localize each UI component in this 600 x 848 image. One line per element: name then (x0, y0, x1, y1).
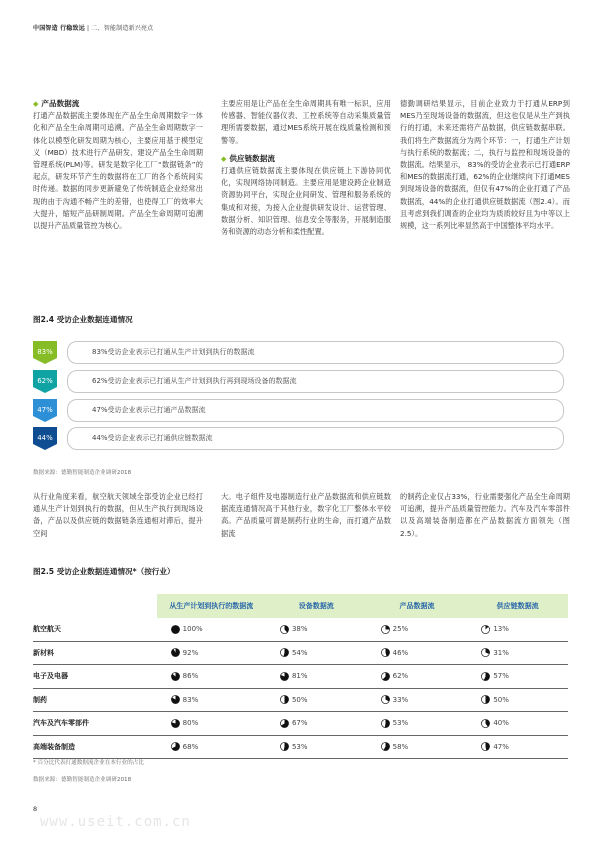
column-1 (33, 98, 203, 232)
table-cell (367, 712, 468, 736)
cell-value: 46% (392, 648, 409, 657)
paragraph: 打通产品数据流主要体现在产品全生命周期数字一体化和产品全生命周期可追溯。产品全生命周期数字一体化以模型化研发周期为核心，主要应用基于模型定义（MBD）技术进行产品研发、建设产品全生命周期管理系统(PLM)等。研发是数字化工厂“数据链条”的起点，研发环节产生的数据将在工厂的各个系统间实时传递。数据的同步更新避免了传统制造企业经常出现的由于沟通不畅产生的差错，也使得工厂的效率大大提升，缩短产品研制周期。产品全生命周期可追溯以提升产品质量管控为核心。 (33, 111, 203, 231)
cell-value: 67% (291, 719, 308, 728)
cell-value: 53% (291, 742, 308, 751)
table-row (33, 735, 568, 759)
bar-label-box (67, 370, 564, 393)
table-row (33, 618, 568, 641)
pie-icon (171, 648, 180, 657)
table-cell (266, 618, 367, 641)
bar-row (33, 427, 533, 450)
table-cell (266, 688, 367, 712)
table-cell (367, 735, 468, 759)
pie-icon (381, 672, 390, 681)
table-cell (367, 618, 468, 641)
watermark: www.useit.com.cn (40, 814, 191, 830)
bar-value-label: 62% (37, 377, 53, 385)
cell-value: 38% (291, 625, 308, 634)
bar-row (33, 370, 533, 393)
bar-label-box (67, 399, 564, 422)
column-header: 供应链数据流 (467, 594, 568, 618)
cell-value: 33% (392, 695, 409, 704)
paragraph: 大。电子组件及电器制造行业产品数据流和供应链数据流连通情况高于其他行业，数字化工厂整体水平较高。产品质量可谓是制药行业的生命，而打通产品数据流 (221, 492, 391, 538)
table-cell (266, 665, 367, 689)
table-header-row (33, 594, 568, 618)
section-heading: ◆ 产品数据流 (33, 99, 80, 108)
pie-icon (171, 719, 180, 728)
pie-icon (280, 695, 289, 704)
pie-icon (381, 742, 390, 751)
paragraph: 打通供应链数据流主要体现在供应链上下游协同优化，实现网络协同制造。主要应用是建设跨企业制造资源协同平台，实现企业间研发、管理和服务系统的集成和对接，为接入企业提供研发设计、运营管理、数据分析、知识管理、信息安全等服务，开展制造服务和资源的动态分析和柔性配置。 (221, 166, 391, 237)
bar-label-box (67, 341, 564, 364)
row-label: 航空航天 (33, 618, 157, 641)
table-cell (467, 618, 568, 641)
table-cell (367, 641, 468, 665)
bullet-icon: ◆ (221, 154, 227, 163)
column-2 (221, 98, 391, 238)
figure-2-4-title: 图2.4 受访企业数据连通情况 (33, 315, 133, 324)
table-cell (467, 688, 568, 712)
bullet-icon: ◆ (33, 100, 39, 108)
cell-value: 58% (392, 742, 409, 751)
pie-icon (280, 625, 289, 634)
table-cell (157, 665, 266, 689)
cell-value: 47% (493, 742, 509, 751)
header-brand: 中国智造 行稳致远 (33, 25, 85, 32)
paragraph: 的制药企业仅占33%，行业需要强化产品全生命周期可追溯，提升产品质量管控能力。汽车及汽车零部件以及高端装备制造都在产品数据流方面领先（图2.5）。 (400, 492, 570, 538)
bar-row (33, 341, 533, 364)
cell-value: 50% (291, 695, 308, 704)
row-label: 制药 (33, 688, 157, 712)
mid-column-2 (221, 491, 391, 540)
mid-column-3 (400, 491, 570, 540)
figure-2-5-table (33, 594, 568, 759)
pie-icon (280, 719, 289, 728)
column-header: 设备数据流 (266, 594, 367, 618)
cell-value: 62% (392, 672, 409, 681)
table-cell (157, 618, 266, 641)
paragraph: 从行业角度来看，航空航天领域全部受访企业已经打通从生产计划到执行的数据，但从生产执行到现场设备，产品以及供应链的数据链条连通相对滞后，提升空间 (33, 492, 203, 538)
cell-value: 13% (493, 625, 509, 634)
paragraph: 德勤调研结果显示，目前企业致力于打通从ERP到MES乃至现场设备的数据流，但这也仅是从生产到执行的打通，未来还需将产品数据，供应链数据串联。我们将生产数据流分为两个环节：一，打通生产计划与执行系统的数据流；二，执行与监控和现场设备的数据流。结果显示， 83%的受访企业表示已打通ERP和MES的数据流打通，62%的企业继续向下打通MES到现场设备的数据流，但仅有47%的企业打通了产品数据流，44%的企业打通供应链数据流（图2.4）。而且考虑到我们调查的企业均为质质较好且为中等以上规模，这一系列比率显然高于中国整体平均水平。 (400, 99, 570, 231)
pie-icon (481, 625, 490, 634)
pie-icon (481, 695, 490, 704)
cell-value: 68% (182, 742, 199, 751)
table-cell (467, 735, 568, 759)
running-header (33, 23, 153, 32)
cell-value: 53% (392, 719, 409, 728)
table-corner (33, 594, 157, 618)
figure-2-5-title: 图2.5 受访企业数据连通情况*（按行业） (33, 567, 175, 576)
pie-icon (280, 672, 289, 681)
table-cell (157, 688, 266, 712)
table-cell (467, 665, 568, 689)
row-label: 新材料 (33, 641, 157, 665)
table-cell (367, 688, 468, 712)
pie-icon (481, 648, 490, 657)
table-cell (157, 641, 266, 665)
header-section: 二、智能制造新兴亮点 (91, 25, 154, 32)
page-number: 8 (33, 805, 38, 813)
row-label: 高端装备制造 (33, 735, 157, 759)
pie-icon (280, 742, 289, 751)
pie-icon (171, 695, 180, 704)
pie-icon (171, 625, 180, 634)
cell-value: 50% (493, 695, 509, 704)
pie-icon (280, 648, 289, 657)
mid-column-1 (33, 491, 203, 540)
header-separator: | (84, 25, 92, 32)
cell-value: 40% (493, 719, 509, 728)
pie-icon (481, 672, 490, 681)
bar-row (33, 399, 533, 422)
table-cell (157, 712, 266, 736)
pie-icon (381, 695, 390, 704)
cell-value: 57% (493, 672, 509, 681)
pie-icon (481, 719, 490, 728)
pie-icon (381, 719, 390, 728)
column-3 (400, 98, 570, 232)
table-row (33, 641, 568, 665)
cell-value: 86% (182, 672, 199, 681)
cell-value: 31% (493, 648, 509, 657)
table-cell (467, 641, 568, 665)
cell-value: 81% (291, 672, 308, 681)
bar-category-label: 44%受访企业表示已打通供应链数据流 (92, 434, 213, 442)
table-cell (157, 735, 266, 759)
cell-value: 25% (392, 625, 409, 634)
column-header: 产品数据流 (367, 594, 468, 618)
section-heading: ◆ 供应链数据流 (221, 153, 275, 163)
bar-label-box (67, 427, 564, 450)
column-header: 从生产计划到执行的数据流 (157, 594, 266, 618)
cell-value: 100% (182, 625, 203, 634)
table-cell (467, 712, 568, 736)
bar-category-label: 62%受访企业表示已打通从生产计划到执行再到现场设备的数据流 (92, 377, 297, 385)
row-label: 电子及电器 (33, 665, 157, 689)
pie-icon (481, 742, 490, 751)
cell-value: 83% (182, 695, 199, 704)
cell-value: 54% (291, 648, 308, 657)
pie-icon (171, 742, 180, 751)
table-row (33, 712, 568, 736)
bar-category-label: 83%受访企业表示已打通从生产计划到执行的数据流 (92, 348, 255, 356)
row-label: 汽车及汽车零部件 (33, 712, 157, 736)
bar-value-label: 47% (37, 406, 53, 414)
cell-value: 80% (182, 719, 199, 728)
table-row (33, 665, 568, 689)
bar-category-label: 47%受访企业表示已打通产品数据流 (92, 406, 206, 414)
table-cell (367, 665, 468, 689)
figure-2-5-footnote: * 百分比代表打通数据流企业在本行业的占比 (33, 760, 144, 766)
bar-value-label: 44% (37, 434, 53, 442)
pie-icon (381, 625, 390, 634)
figure-2-5-source: 数据来源：德勤智能制造企业调研2018 (33, 777, 132, 783)
figure-2-4-source: 数据来源：德勤智能制造企业调研2018 (33, 470, 132, 476)
table-row (33, 688, 568, 712)
pie-icon (381, 648, 390, 657)
pie-icon (171, 672, 180, 681)
paragraph: 主要应用是让产品在全生命周期具有唯一标识，应用传感器、智能仪器仪表、工控系统等自动采集质量管理所需要数据，通过MES系统开展在线质量检测和预警等。 (221, 99, 391, 145)
bar-value-label: 83% (37, 348, 53, 356)
table-cell (266, 641, 367, 665)
table-cell (266, 712, 367, 736)
table-cell (266, 735, 367, 759)
cell-value: 92% (182, 648, 199, 657)
